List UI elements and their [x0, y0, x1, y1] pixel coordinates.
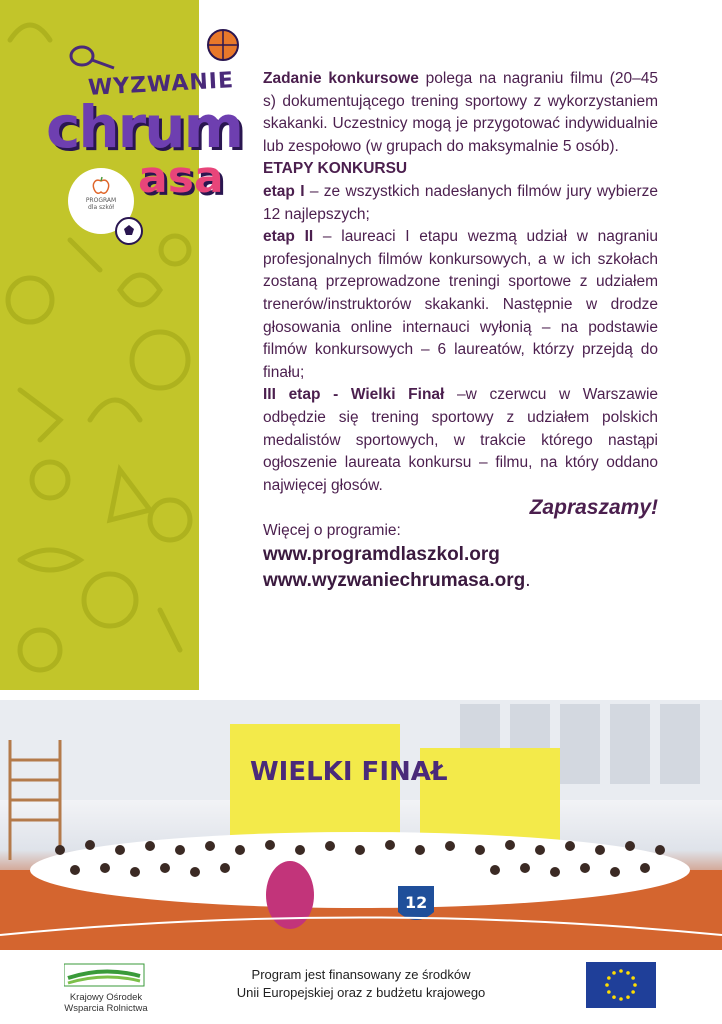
soccer-ball-icon: [114, 216, 144, 246]
funding-note-line1: Program jest finansowany ze środków: [251, 967, 471, 982]
eu-star: [612, 995, 616, 999]
stage-3: [263, 384, 658, 497]
kowr-text: [56, 992, 156, 1014]
eu-star: [631, 990, 635, 994]
eu-flag-icon: [586, 962, 656, 1008]
stage-3-label: III etap - Wielki Finał: [263, 386, 445, 404]
funding-note-line2: Unii Europejskiej oraz z budżetu krajowego: [236, 985, 486, 1000]
event-photo: [0, 700, 722, 950]
link-wyzwaniechrumasa[interactable]: www.wyzwaniechrumasa.org: [263, 570, 526, 592]
invite-text: Zapraszamy!: [529, 496, 658, 520]
eu-star: [619, 969, 623, 973]
link-programdlaszkol[interactable]: www.programdlaszkol.org: [263, 544, 500, 566]
badge-line1: PROGRAM: [85, 197, 117, 204]
stage-2-text: – laureaci I etapu wezmą udział w nagraniu profesjonalnych filmów konkursowych, a w ich szkołach zostaną przeprowadzone treningi sportowe z udziałem trenerów/instruktorów skakanki. Następnie w drodze głosowania online internauci wyłonią – na podstawie filmów konkursowych – 6 laureatów, którzy przejdą do finału;: [263, 228, 659, 381]
more-info-label: Więcej o programie:: [263, 521, 401, 539]
stage-1: [263, 181, 658, 226]
stage-1-text: – ze wszystkich nadesłanych filmów jury wybierze 12 najlepszych;: [263, 182, 658, 223]
stage-2-label: etap II: [263, 228, 314, 246]
eu-star: [626, 995, 630, 999]
eu-star: [633, 983, 637, 987]
kowr-line1: Krajowy Ośrodek: [69, 992, 143, 1003]
apple-icon: [91, 176, 111, 196]
intro-text: polega na nagraniu filmu (20–45 s) dokumentującego trening sportowy z wykorzystaniem skakanki. Uczestnicy mogą je przygotować indywidualnie lub zespołowo (w grupach do maksymalnie 5 osób).: [263, 70, 658, 155]
eu-star: [607, 990, 611, 994]
stage-2: [263, 226, 658, 384]
eu-star: [626, 971, 630, 975]
link2-suffix: .: [525, 570, 531, 592]
banner-wielki-final: WIELKI FINAŁ: [250, 757, 448, 787]
basketball-icon: [206, 28, 240, 62]
eu-star: [607, 976, 611, 980]
stage-3-text: –w czerwcu w Warszawie odbędzie się trening sportowy z udziałem polskich medalistów sportowych, w trakcie którego nastąpi ogłoszenie laureata konkursu – filmu, na który oddano najwięcej głosów.: [263, 386, 659, 494]
eu-star: [631, 976, 635, 980]
intro-paragraph: [263, 68, 658, 158]
eu-star: [612, 971, 616, 975]
funding-note: [196, 966, 526, 1002]
eu-star: [605, 983, 609, 987]
kowr-logo-icon: [64, 962, 150, 992]
stage-1-label: etap I: [263, 182, 305, 200]
logo-title-top: WYZWANIE: [87, 68, 235, 101]
eu-star: [619, 997, 623, 1001]
main-text-column: [263, 68, 658, 594]
chrumasa-logo: [38, 28, 248, 258]
event-photo-scene: [0, 700, 722, 950]
intro-lead: Zadanie konkursowe: [263, 70, 419, 87]
racket-icon: [68, 42, 118, 72]
shield-number: 12: [405, 893, 428, 912]
badge-line2: dla szkół: [88, 203, 114, 211]
logo-title-main: chrum: [46, 93, 243, 161]
kowr-line2: Wsparcia Rolnictwa: [64, 1003, 148, 1014]
stages-heading: ETAPY KONKURSU: [263, 160, 408, 178]
link-wyzwaniechrumasa-line: [263, 568, 658, 594]
footer: [0, 950, 722, 1024]
logo-title-sub: asa: [138, 152, 224, 203]
